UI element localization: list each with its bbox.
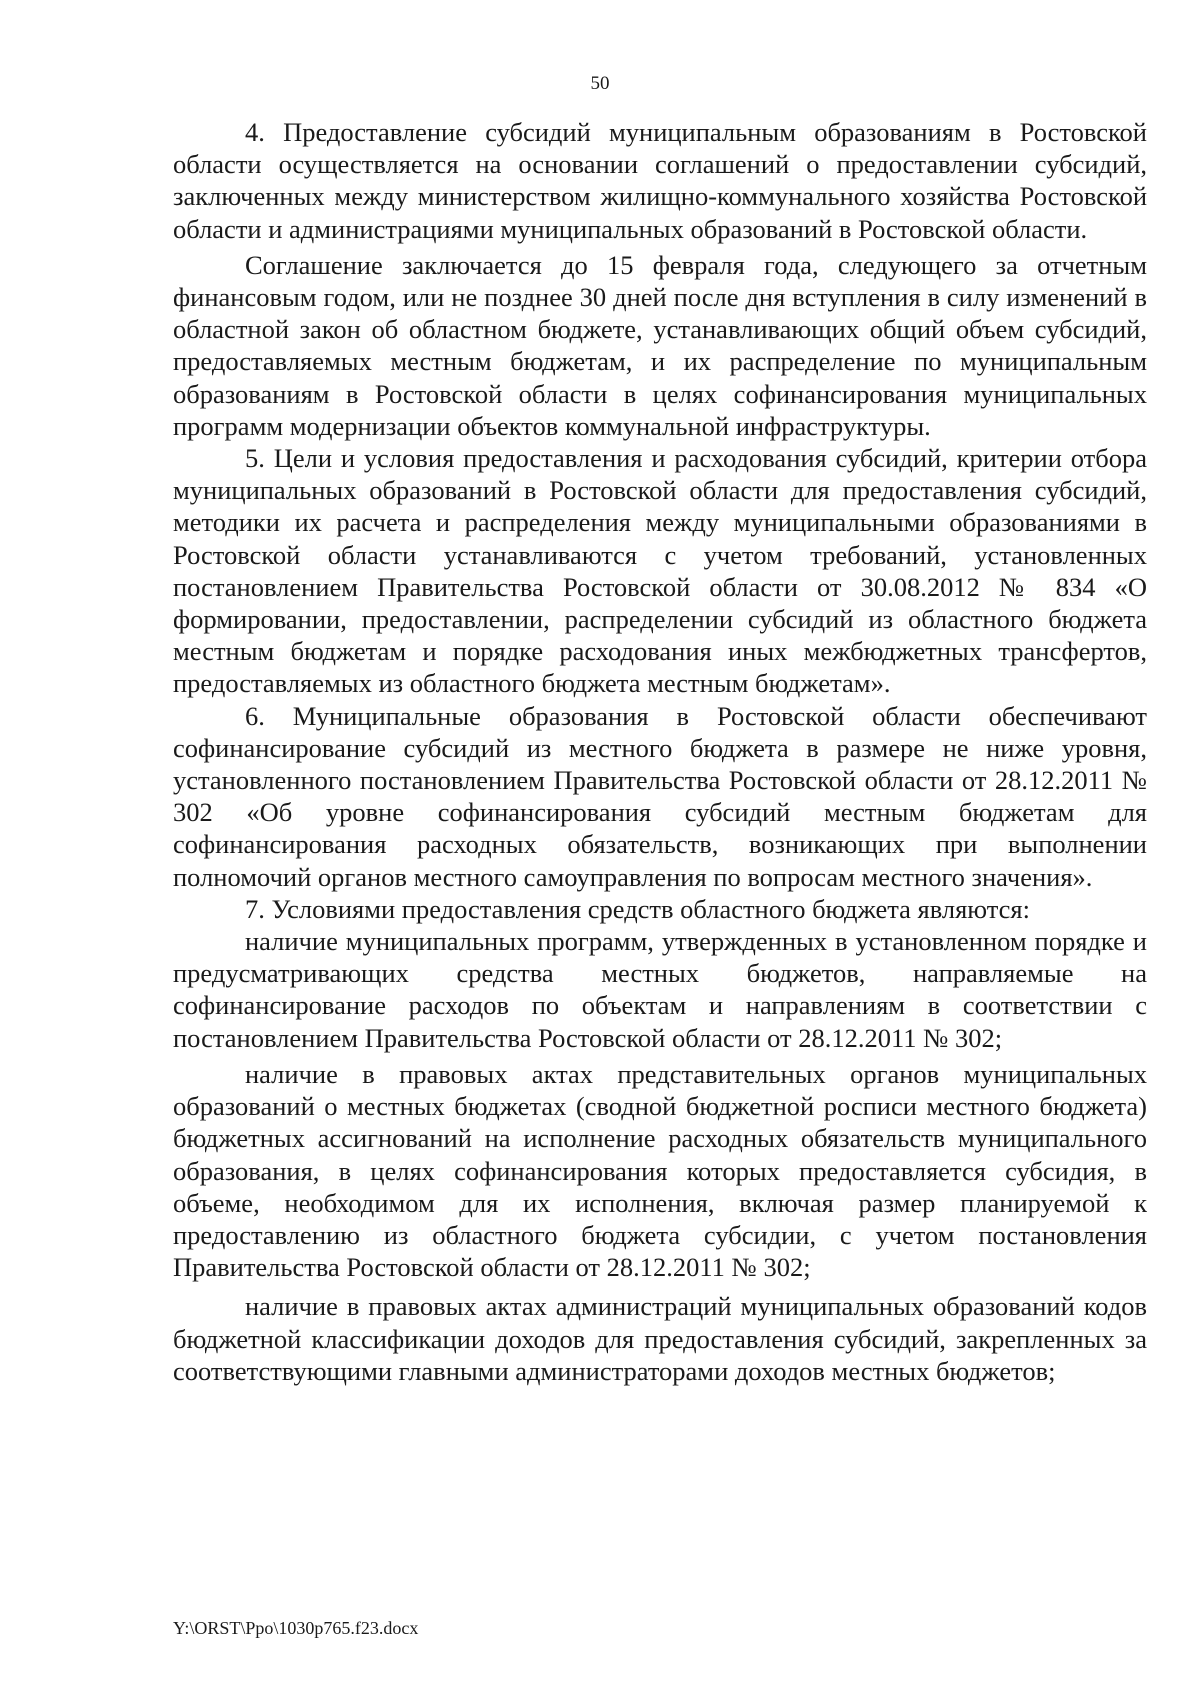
paragraph-7-conditions-heading: 7. Условиями предоставления средств областного бюджета являются:: [245, 893, 1030, 924]
paragraph-condition-budget-codes: наличие в правовых актах администраций муниципальных образований кодов бюджетной классификации доходов для предоставления субсидий, закрепленных за соответствующими главными администраторами доходов местных бюджетов;: [173, 1291, 1147, 1386]
paragraph-agreement-deadline: Соглашение заключается до 15 февраля года, следующего за отчетным финансовым годом, или не позднее 30 дней после дня вступления в силу изменений в областной закон об областном бюджете, устанавливающих общий объем субсидий, предоставляемых местным бюджетам, и их распределение по муниципальным образованиям в Ростовской области в целях софинансирования муниципальных программ модернизации объектов коммунальной инфраструктуры.: [173, 249, 1147, 441]
paragraph-condition-budget-allocations: наличие в правовых актах представительных органов муниципальных образований о местных бюджетах (сводной бюджетной росписи местного бюджета) бюджетных ассигнований на исполнение расходных обязательств муниципального образования, в целях софинансирования которых предоставляется субсидия, в объеме, необходимом для их исполнения, включая размер планируемой к предоставлению из областного бюджета субсидии, с учетом постановления Правительства Ростовской области от 28.12.2011 № 302;: [173, 1058, 1147, 1283]
paragraph-6-cofinancing: 6. Муниципальные образования в Ростовской области обеспечивают софинансирование субсидий из местного бюджета в размере не ниже уровня, установленного постановлением Правительства Ростовской области от 28.12.2011 № 302 «Об уровне софинансирования субсидий местным бюджетам для софинансирования расходных обязательств, возникающих при выполнении полномочий органов местного самоуправления по вопросам местного значения».: [173, 700, 1147, 892]
paragraph-condition-municipal-programs: наличие муниципальных программ, утвержденных в установленном порядке и предусматривающих средства местных бюджетов, направляемые на софинансирование расходов по объектам и направлениям в соответствии с постановлением Правительства Ростовской области от 28.12.2011 № 302;: [173, 926, 1147, 1053]
page-number: 50: [590, 73, 610, 94]
footer-file-path: Y:\ORST\Ppo\1030p765.f23.docx: [173, 1618, 419, 1638]
paragraph-5-goals-and-conditions: 5. Цели и условия предоставления и расходования субсидий, критерии отбора муниципальных образований в Ростовской области для предоставления субсидий, методики их расчета и распределения между муниципальными образованиями в Ростовской области устанавливаются с учетом требований, установленных постановлением Правительства Ростовской области от 30.08.2012 № 834 «О формировании, предоставлении, распределении субсидий из областного бюджета местным бюджетам и порядке расходования иных межбюджетных трансфертов, предоставляемых из областного бюджета местным бюджетам».: [173, 443, 1147, 699]
document-body: [173, 116, 1147, 1387]
paragraph-4-subsidy-agreements: 4. Предоставление субсидий муниципальным образованиям в Ростовской области осуществляется на основании соглашений о предоставлении субсидий, заключенных между министерством жилищно-коммунального хозяйства Ростовской области и администрациями муниципальных образований в Ростовской области.: [173, 117, 1147, 244]
